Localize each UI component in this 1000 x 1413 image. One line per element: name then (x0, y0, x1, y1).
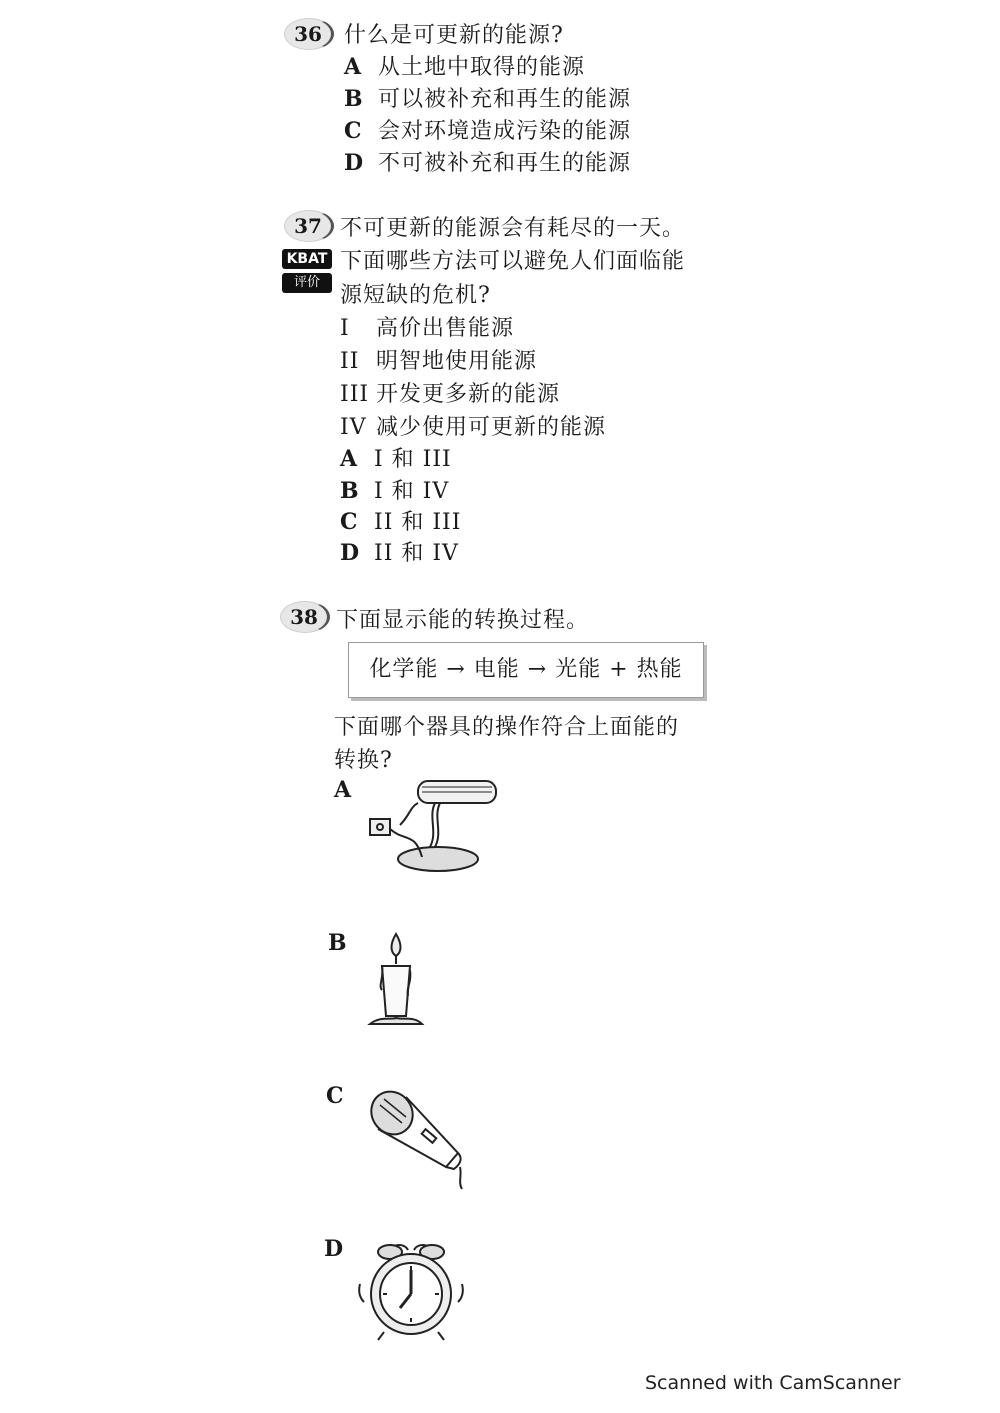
statement-numeral: II (340, 349, 360, 374)
flashlight-icon[interactable] (366, 1083, 476, 1193)
statement-numeral: I (340, 316, 350, 341)
question-37-line-1: 不可更新的能源会有耗尽的一天。 (340, 216, 686, 241)
q36-option-c[interactable] (344, 114, 631, 145)
option-text: II 和 IV (374, 541, 459, 566)
option-text: II 和 III (374, 510, 462, 535)
q36-option-d[interactable] (344, 146, 631, 177)
scanner-watermark: Scanned with CamScanner (645, 1372, 901, 1394)
option-text: 可以被补充和再生的能源 (378, 87, 632, 112)
question-38-line-1: 下面哪个器具的操作符合上面能的 (334, 715, 680, 740)
desk-lamp-icon[interactable] (360, 777, 500, 877)
question-36-text: 什么是可更新的能源? (344, 23, 564, 48)
q36-option-a[interactable] (344, 50, 585, 81)
question-number-38: 38 (280, 601, 330, 633)
option-letter: D (340, 540, 361, 566)
choice-a-label[interactable]: A (334, 777, 352, 803)
statement-text: 明智地使用能源 (376, 349, 538, 374)
q37-statement-2 (340, 344, 537, 375)
option-letter: B (340, 478, 360, 504)
question-number-37: 37 (284, 210, 334, 242)
q37-option-d[interactable] (340, 536, 459, 567)
q37-option-a[interactable] (340, 442, 452, 473)
question-38-line-2: 转换? (334, 748, 393, 773)
option-text: 不可被补充和再生的能源 (378, 151, 632, 176)
question-38-intro: 下面显示能的转换过程。 (336, 608, 590, 633)
q37-statement-4 (340, 410, 606, 441)
statement-text: 减少使用可更新的能源 (376, 415, 607, 440)
q37-statement-3 (340, 377, 560, 408)
option-text: 从土地中取得的能源 (378, 55, 586, 80)
q37-statement-1 (340, 311, 514, 342)
option-text: 会对环境造成污染的能源 (378, 119, 632, 144)
question-37-line-3: 源短缺的危机? (340, 283, 491, 308)
statement-text: 开发更多新的能源 (376, 382, 561, 407)
option-letter: A (344, 54, 363, 80)
energy-conversion-box: 化学能 → 电能 → 光能 + 热能 (348, 642, 704, 698)
option-text: I 和 III (374, 447, 452, 472)
choice-d-label[interactable]: D (324, 1236, 344, 1262)
choice-c-label[interactable]: C (326, 1083, 344, 1109)
q37-option-c[interactable] (340, 505, 461, 536)
option-text: I 和 IV (374, 479, 450, 504)
option-letter: B (344, 86, 364, 112)
statement-numeral: III (340, 382, 370, 407)
question-number-36: 36 (284, 18, 334, 50)
q37-option-b[interactable] (340, 474, 449, 505)
statement-numeral: IV (340, 415, 367, 440)
q36-option-b[interactable] (344, 82, 631, 113)
candle-icon[interactable] (366, 930, 426, 1030)
kbat-badge: KBAT (282, 249, 332, 269)
option-letter: C (344, 118, 363, 144)
statement-text: 高价出售能源 (376, 316, 515, 341)
option-letter: A (340, 446, 359, 472)
question-37-line-2: 下面哪些方法可以避免人们面临能 (340, 249, 686, 274)
choice-b-label[interactable]: B (328, 930, 347, 956)
alarm-clock-icon[interactable] (356, 1236, 466, 1346)
kbat-evaluation-badge: 评价 (282, 273, 332, 293)
option-letter: D (344, 150, 365, 176)
option-letter: C (340, 509, 359, 535)
